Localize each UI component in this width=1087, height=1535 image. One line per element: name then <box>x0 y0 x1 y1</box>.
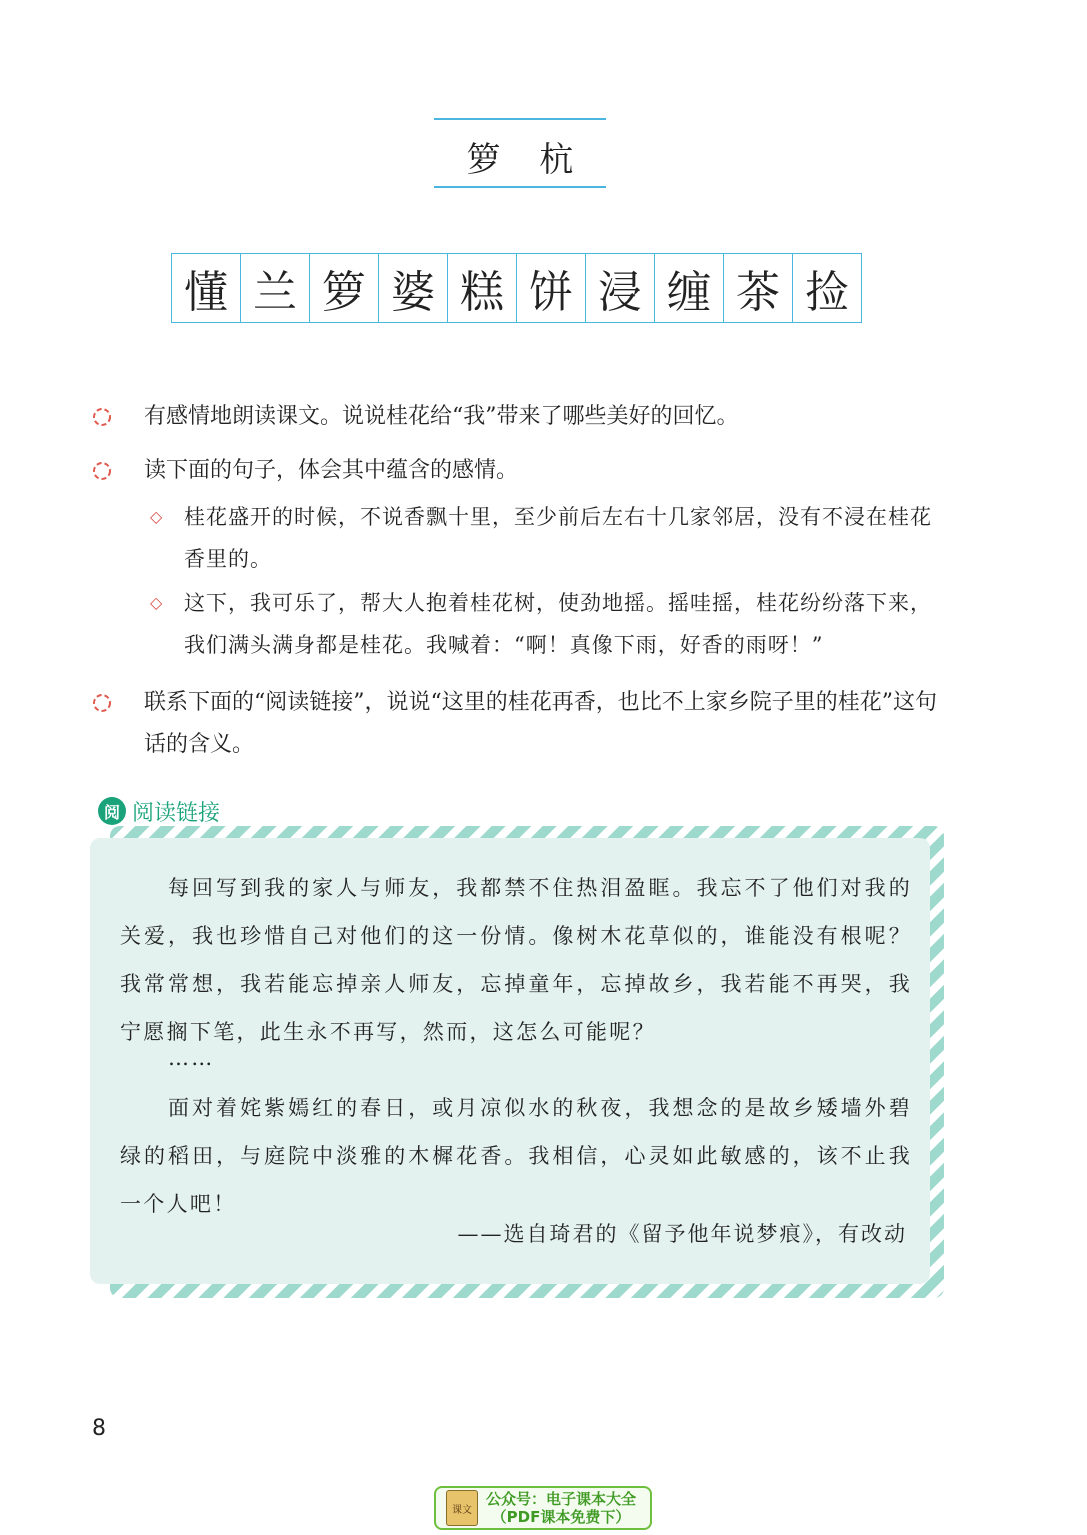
watermark <box>434 1486 652 1530</box>
dashed-circle-bullet-icon <box>92 693 112 713</box>
reading-ellipsis: …… <box>168 1046 215 1070</box>
watermark-text <box>486 1490 636 1526</box>
page-number: 8 <box>92 1416 106 1441</box>
char-cell: 箩 <box>310 254 379 322</box>
diamond-bullet-icon: ◇ <box>150 593 163 612</box>
reading-source: ——选自琦君的《留予他年说梦痕》，有改动 <box>457 1222 907 1246</box>
question-text: 有感情地朗读课文。说说桂花给“我”带来了哪些美好的回忆。 <box>144 404 739 429</box>
lesson-words-header <box>434 118 606 188</box>
char-cell: 饼 <box>517 254 586 322</box>
char-cell: 兰 <box>241 254 310 322</box>
sentence-text: 桂花盛开的时候，不说香飘十里，至少前后左右十几家邻居，没有不浸在桂花香里的。 <box>184 505 932 571</box>
book-icon: 阅 <box>98 797 126 825</box>
char-cell: 婆 <box>379 254 448 322</box>
character-grid <box>171 253 862 323</box>
dashed-circle-bullet-icon <box>92 407 112 427</box>
question-text: 读下面的句子，体会其中蕴含的感情。 <box>144 458 519 483</box>
sentence-text: 这下，我可乐了，帮大人抱着桂花树，使劲地摇。摇哇摇，桂花纷纷落下来，我们满头满身都是桂花。我喊着：“啊！真像下雨，好香的雨呀！” <box>184 591 932 657</box>
char-cell: 糕 <box>448 254 517 322</box>
book-cover-icon: 课文 <box>446 1490 478 1526</box>
reading-paragraph: 每回写到我的家人与师友，我都禁不住热泪盈眶。我忘不了他们对我的关爱，我也珍惜自己对他们的这一份情。像树木花草似的，谁能没有根呢？我常常想，我若能忘掉亲人师友，忘掉童年，忘掉故乡，我若能不再哭，我宁愿搁下笔，此生永不再写，然而，这怎么可能呢？ <box>120 876 912 1044</box>
question-text: 联系下面的“阅读链接”，说说“这里的桂花再香，也比不上家乡院子里的桂花”这句话的含义。 <box>144 690 937 757</box>
reading-paragraph: 面对着姹紫嫣红的春日，或月凉似水的秋夜，我想念的是故乡矮墙外碧绿的稻田，与庭院中淡雅的木樨花香。我相信，心灵如此敏感的，该不止我一个人吧！ <box>120 1096 912 1216</box>
reading-link-label: 阅读链接 <box>132 800 221 826</box>
reading-link-heading <box>98 796 220 826</box>
watermark-line: （PDF课本免费下） <box>491 1508 631 1526</box>
dashed-circle-bullet-icon <box>92 461 112 481</box>
char-cell: 捡 <box>805 267 849 318</box>
char-cell: 懂 <box>172 254 241 322</box>
diamond-bullet-icon: ◇ <box>150 507 163 526</box>
char-cell: 缠 <box>655 254 724 322</box>
words-title: 箩 杭 <box>466 140 588 180</box>
watermark-line: 公众号：电子课本大全 <box>486 1490 637 1508</box>
char-cell: 茶 <box>724 254 793 322</box>
header-bottom-rule <box>434 186 606 188</box>
char-cell: 浸 <box>586 254 655 322</box>
header-top-rule <box>434 118 606 120</box>
